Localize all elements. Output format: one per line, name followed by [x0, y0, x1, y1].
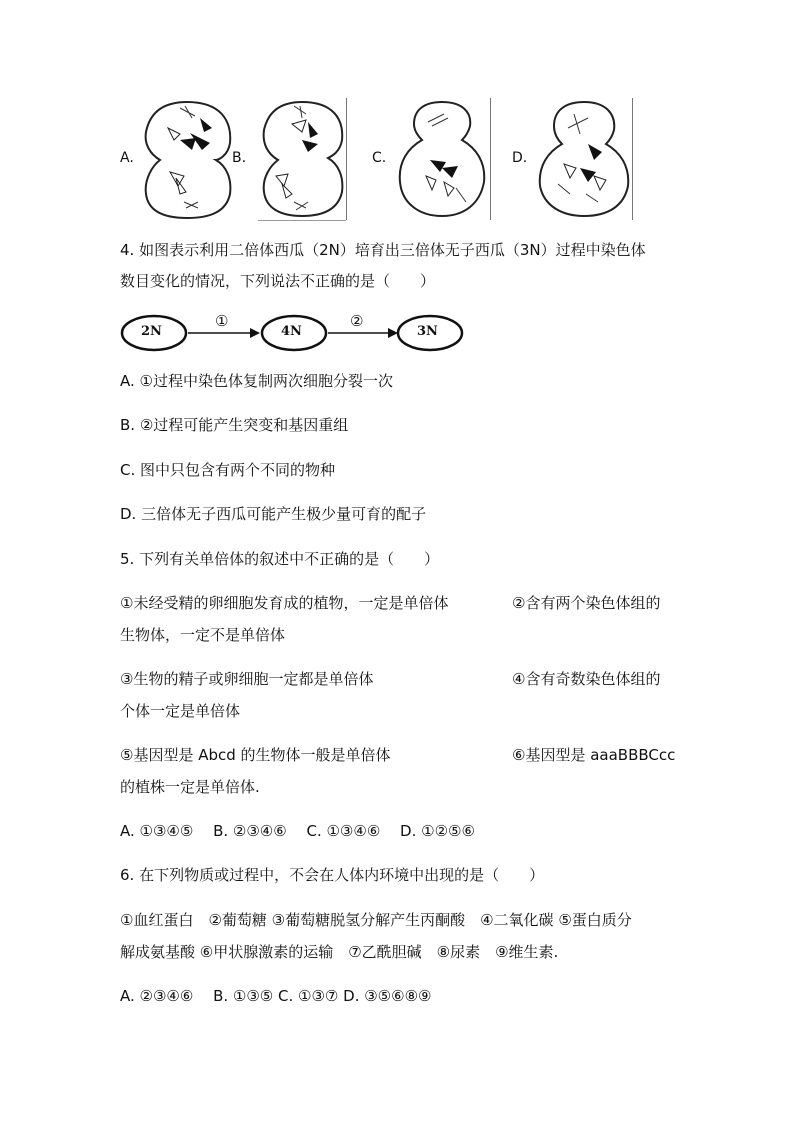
q5-statement-2: ②含有两个染色体组的	[512, 594, 661, 612]
q6-stem: 6. 在下列物质或过程中，不会在人体内环境中出现的是（ ）	[120, 866, 545, 884]
node-3n: 3N	[417, 324, 438, 339]
q6-options: A. ②③④⑥ B. ①③⑤ C. ①③⑦ D. ③⑤⑥⑧⑨	[120, 987, 432, 1005]
option-d-label: D.	[512, 150, 528, 166]
node-4n: 4N	[281, 324, 302, 339]
step-1-label: ①	[215, 312, 229, 330]
q4-option-d: D. 三倍体无子西瓜可能产生极少量可育的配子	[120, 505, 427, 523]
q5-stem: 5. 下列有关单倍体的叙述中不正确的是（ ）	[120, 550, 440, 568]
q4-option-b: B. ②过程可能产生突变和基因重组	[120, 416, 349, 434]
q5-statement-4: ④含有奇数染色体组的	[512, 670, 661, 688]
q6-items-line2: 解成氨基酸 ⑥甲状腺激素的运输 ⑦乙酰胆碱 ⑧尿素 ⑨维生素.	[120, 943, 559, 961]
step-2-label: ②	[350, 312, 364, 330]
option-b-label: B.	[232, 150, 247, 166]
q5-statement-6: ⑥基因型是 aaaBBBCcc	[512, 746, 676, 764]
node-2n: 2N	[141, 324, 162, 339]
option-a-label: A.	[120, 150, 134, 166]
option-c-label: C.	[372, 150, 387, 166]
q5-statement-2-cont: 生物体，一定不是单倍体	[120, 626, 286, 644]
q5-statement-5: ⑤基因型是 Abcd 的生物体一般是单倍体	[120, 746, 391, 764]
q5-statement-3: ③生物的精子或卵细胞一定都是单倍体	[120, 670, 374, 688]
q4-option-a: A. ①过程中染色体复制两次细胞分裂一次	[120, 372, 393, 390]
q4-option-c: C. 图中只包含有两个不同的物种	[120, 461, 336, 479]
q6-items-line1: ①血红蛋白 ②葡萄糖 ③葡萄糖脱氢分解产生丙酮酸 ④二氧化碳 ⑤蛋白质分	[120, 911, 632, 929]
q5-statement-4-cont: 个体一定是单倍体	[120, 702, 241, 720]
q4-stem-line1: 4. 如图表示利用二倍体西瓜（2N）培育出三倍体无子西瓜（3N）过程中染色体	[120, 241, 646, 259]
q5-statement-1: ①未经受精的卵细胞发育成的植物，一定是单倍体	[120, 594, 449, 612]
q5-statement-6-cont: 的植株一定是单倍体.	[120, 778, 260, 796]
q5-options: A. ①③④⑤ B. ②③④⑥ C. ①③④⑥ D. ①②⑤⑥	[120, 822, 475, 840]
cell-division-b-icon	[256, 98, 348, 220]
cell-division-c-icon	[396, 98, 488, 220]
cell-division-a-icon	[140, 98, 235, 220]
cell-division-d-icon	[536, 98, 632, 220]
q4-stem-line2: 数目变化的情况，下列说法不正确的是（ ）	[120, 272, 436, 290]
